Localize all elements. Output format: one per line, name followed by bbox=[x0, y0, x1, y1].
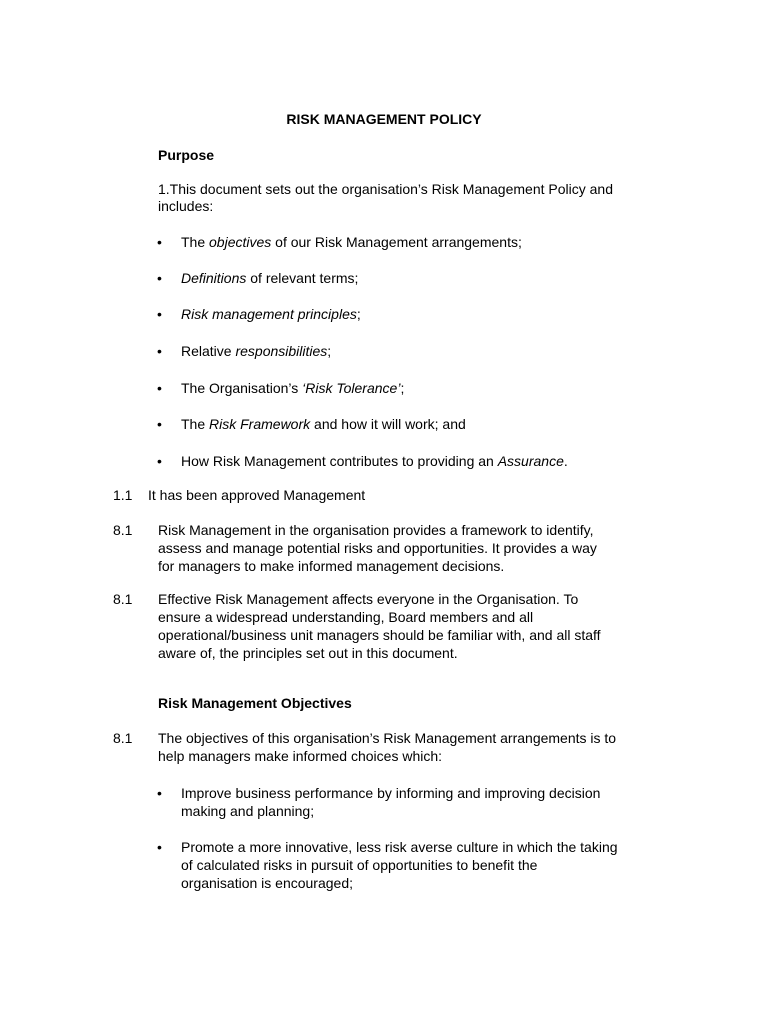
paragraph-line: operational/business unit managers should be familiar with, and all staff bbox=[158, 627, 601, 643]
bullet-text-post: and how it will work; and bbox=[310, 416, 466, 432]
bullet-dot: • bbox=[157, 785, 162, 801]
bullet-text-pre: How Risk Management contributes to providing an bbox=[181, 453, 498, 469]
bullet-line: making and planning; bbox=[181, 803, 315, 819]
bullet-text-emphasis: ‘Risk Tolerance’ bbox=[302, 380, 401, 396]
bullet-text-emphasis: responsibilities bbox=[235, 343, 328, 359]
bullet-text-emphasis: Risk management principles bbox=[181, 306, 357, 322]
objectives-heading: Risk Management Objectives bbox=[158, 695, 352, 711]
bullet-dot: • bbox=[157, 234, 162, 250]
bullet-text-pre: The Organisation’s bbox=[181, 380, 303, 396]
bullet-text-emphasis: objectives bbox=[209, 234, 272, 250]
bullet-item bbox=[181, 233, 661, 251]
paragraph-line: aware of, the principles set out in this document. bbox=[158, 645, 458, 661]
bullet-text-post: of relevant terms; bbox=[246, 270, 359, 286]
bullet-item bbox=[181, 379, 661, 397]
bullet-dot: • bbox=[157, 343, 162, 359]
bullet-line: Improve business performance by informing and improving decision bbox=[181, 785, 601, 801]
bullet-text-pre: The bbox=[181, 234, 210, 250]
bullet-text-emphasis: Assurance bbox=[497, 453, 564, 469]
bullet-text-pre: The bbox=[181, 416, 210, 432]
paragraph-line: ensure a widespread understanding, Board members and all bbox=[158, 609, 534, 625]
paragraph-1 bbox=[158, 521, 658, 575]
bullet-dot: • bbox=[157, 453, 162, 469]
bullet-text-emphasis: Definitions bbox=[181, 270, 247, 286]
bullet-text-post: ; bbox=[327, 343, 332, 359]
bullet-line: of calculated risks in pursuit of opportunities to benefit the bbox=[181, 857, 538, 873]
bullet-dot: • bbox=[157, 839, 162, 855]
paragraph-number: 8.1 bbox=[113, 730, 133, 746]
bullet-dot: • bbox=[157, 270, 162, 286]
bullet-text-post: ; bbox=[356, 306, 361, 322]
intro-line-2: includes: bbox=[158, 198, 214, 214]
approved-number: 1.1 bbox=[113, 487, 133, 503]
bullet-dot: • bbox=[157, 416, 162, 432]
bullet-line: organisation is encouraged; bbox=[181, 875, 354, 891]
bullet-dot: • bbox=[157, 306, 162, 322]
paragraph-2 bbox=[158, 590, 658, 662]
bullet-text-post: ; bbox=[400, 380, 405, 396]
bullet-item bbox=[181, 342, 661, 360]
bullet-line: Promote a more innovative, less risk averse culture in which the taking bbox=[181, 839, 618, 855]
bullet-text-emphasis: Risk Framework bbox=[209, 416, 311, 432]
paragraph-line: assess and manage potential risks and opportunities. It provides a way bbox=[158, 540, 597, 556]
objective-bullet-item bbox=[181, 838, 661, 892]
objective-bullet-item bbox=[181, 784, 661, 820]
bullet-text-pre: Relative bbox=[181, 343, 236, 359]
bullet-text-post: . bbox=[563, 453, 568, 469]
paragraph-number: 8.1 bbox=[113, 591, 133, 607]
bullet-item bbox=[181, 269, 661, 287]
approved-text: It has been approved Management bbox=[148, 487, 366, 503]
bullet-item bbox=[181, 415, 661, 433]
bullet-item bbox=[181, 305, 661, 323]
paragraph-number: 8.1 bbox=[113, 522, 133, 538]
paragraph-line: help managers make informed choices which: bbox=[158, 748, 443, 764]
bullet-item bbox=[181, 452, 661, 470]
bullet-dot: • bbox=[157, 380, 162, 396]
paragraph-line: for managers to make informed management decisions. bbox=[158, 558, 505, 574]
paragraph-line: Effective Risk Management affects everyone in the Organisation. To bbox=[158, 591, 579, 607]
paragraph-3 bbox=[158, 729, 658, 765]
bullet-text-post: of our Risk Management arrangements; bbox=[271, 234, 522, 250]
intro-line-1: 1.This document sets out the organisation’s Risk Management Policy and bbox=[158, 181, 613, 197]
document-title: RISK MANAGEMENT POLICY bbox=[286, 111, 482, 127]
paragraph-line: The objectives of this organisation’s Risk Management arrangements is to bbox=[158, 730, 617, 746]
purpose-heading: Purpose bbox=[158, 147, 215, 163]
paragraph-line: Risk Management in the organisation provides a framework to identify, bbox=[158, 522, 594, 538]
